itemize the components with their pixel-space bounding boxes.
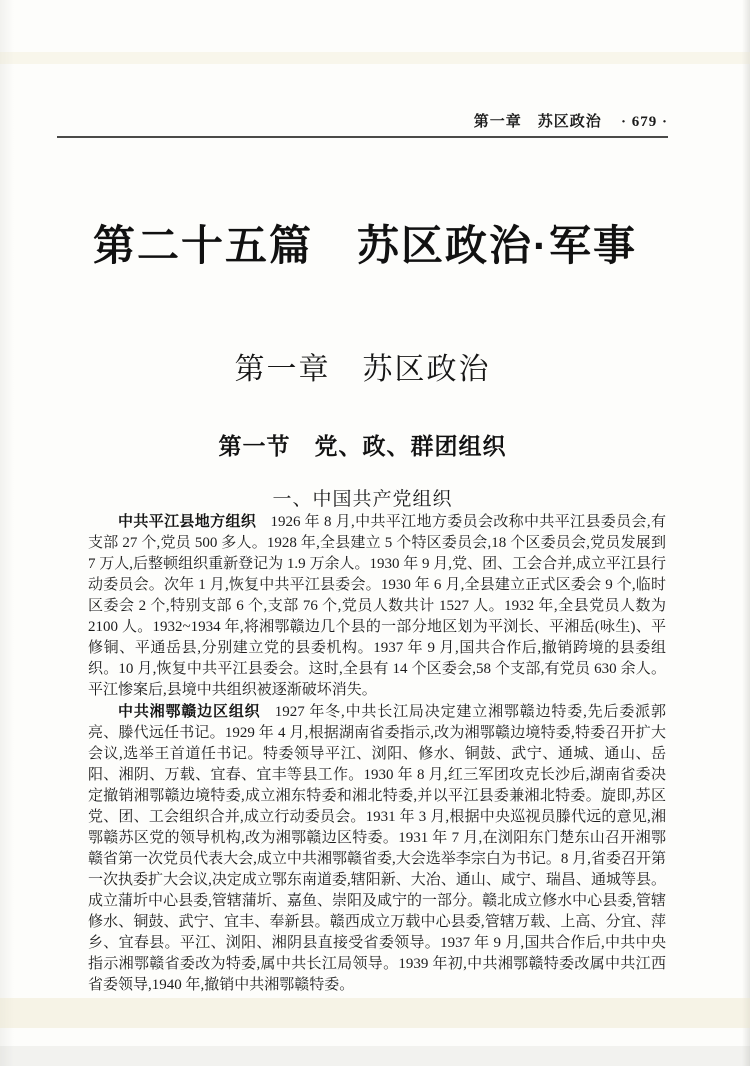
paragraph-body: 1927 年冬,中共长江局决定建立湘鄂赣边特委,先后委派郭亮、滕代远任书记。1929 年 4 月,根据湖南省委指示,改为湘鄂赣边境特委,特委召开扩大会议,选举王首道任书记。特委领导平江、浏阳、修水、铜鼓、武宁、通城、通山、岳阳、湘阴、万载、宜春、宜丰等县工作。1930 年 8 月,红三军团攻克长沙后,湖南省委决定撤销湘鄂赣边境特委,成立湘东特委和湘北特委,并以平江县委兼湘北特委。旋即,苏区党、团、工会组织合并,成立行动委员会。1931 年 3 月,根据中央巡视员滕代远的意见,湘鄂赣苏区党的领导机构,改为湘鄂赣边区特委。1931 年 7 月,在浏阳东门楚东山召开湘鄂赣省第一次党员代表大会,成立中共湘鄂赣省委,大会选举李宗白为书记。8 月,省委召开第一次执委扩大会议,决定成立鄂东南道委,辖阳新、大冶、通山、咸宁、瑞昌、通城等县。成立蒲圻中心县委,管辖蒲圻、嘉鱼、崇阳及咸宁的一部分。赣北成立修水中心县委,管辖修水、铜鼓、武宁、宜丰、奉新县。赣西成立万载中心县委,管辖万载、上高、分宜、萍乡、宜春县。平江、浏阳、湘阴县直接受省委领导。1937 年 9 月,国共合作后,中共中央指示湘鄂赣省委改为特委,属中共长江局领导。1939 年初,中共湘鄂赣特委改属中共江西省委领导,1940 年,撤销中共湘鄂赣特委。 (88, 704, 666, 993)
part-title: 第二十五篇 苏区政治·军事 (93, 222, 637, 269)
paragraph-lead-term: 中共平江县地方组织 (118, 513, 257, 530)
paragraph-pingjiang-organization (88, 511, 666, 701)
subsection-title: 一、中国共产党组织 (272, 489, 453, 510)
scan-left-edge-shading (0, 0, 14, 1066)
paragraph-body: 1926 年 8 月,中共平江地方委员会改称中共平江县委员会,有支部 27 个,党员 500 多人。1928 年,全县建立 5 个特区委员会,18 个区委员会,党员发展到 7 万人,后整顿组织重新登记为 1.9 万余人。1930 年 9 月,党、团、工会合并,成立平江县行动委员会。次年 1 月,恢复中共平江县委会。1930 年 6 月,全县建立正式区委会 9 个,临时区委会 2 个,特别支部 6 个,支部 76 个,党员人数共计 1527 人。1932 年,全县党员人数为 2100 人。1932~1934 年,将湘鄂赣边几个县的一部分地区划为平浏长、平湘岳(咏生)、平修铜、平通岳县,分别建立党的县委机构。1937 年 9 月,国共合作后,撤销跨境的县委组织。10 月,恢复中共平江县委会。这时,全县有 14 个区委会,58 个支部,有党员 630 余人。平江惨案后,县境中共组织被逐渐破坏消失。 (88, 514, 666, 698)
scan-artifact-band-bottom (0, 998, 750, 1028)
running-head (57, 110, 668, 131)
chapter-title: 第一章 苏区政治 (234, 353, 491, 386)
running-head-rule (57, 136, 668, 138)
body-text (88, 511, 666, 996)
scan-artifact-band-top (0, 52, 750, 64)
page-number: · 679 · (620, 114, 668, 130)
paragraph-xiang-e-gan-organization (88, 701, 666, 996)
running-head-chapter: 第一章 苏区政治 (473, 113, 602, 130)
scan-right-edge-shading (742, 0, 750, 1066)
section-title: 第一节 党、政、群团组织 (218, 433, 507, 459)
scan-artifact-band-foot (0, 1046, 750, 1066)
paragraph-lead-term: 中共湘鄂赣边区组织 (118, 703, 261, 720)
